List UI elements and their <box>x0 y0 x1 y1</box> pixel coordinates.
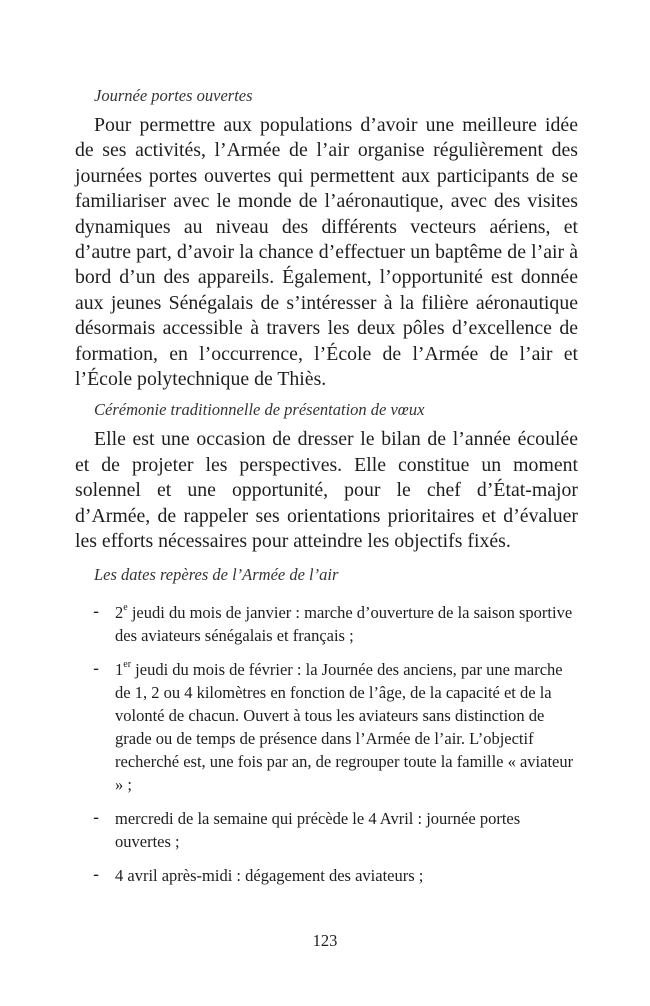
dash-bullet: - <box>93 658 100 679</box>
list-item <box>75 807 578 853</box>
section-heading-wishes-ceremony: Cérémonie traditionnelle de présentation de vœux <box>94 400 425 420</box>
paragraph-open-days: Pour permettre aux populations d’avoir une meilleure idée de ses activités, l’Armée de l’air organise régulièrement des journées portes ouvertes qui permettent aux participants de se familiariser avec le monde de l’aéronautique, avec des visites dynamiques au niveau des différents vecteurs aériens, et d’autre part, d’avoir la chance d’effectuer un baptême de l’air à bord d’un des appareils. Également, l’opportunité est donnée aux jeunes Sénégalais de s’intéresser à la filière aéronautique désormais accessible à travers les deux pôles d’excellence de formation, en l’occurrence, l’École de l’Armée de l’air et l’École polytechnique de Thiès. <box>75 114 578 391</box>
ordinal-number: 2 <box>115 602 124 622</box>
list-item-text: jeudi du mois de février : la Journée des anciens, par une marche de 1, 2 ou 4 kilomètres en fonction de l’âge, de la capacité et de la volonté de chacun. Ouvert à tous les aviateurs sans distinction de grade ou de temps de présence dans l’Armée de l’air. L’objectif recherché est, une fois par an, de regrouper toute la famille « aviateur » ; <box>115 659 574 794</box>
section-heading-open-days: Journée portes ouvertes <box>94 86 253 105</box>
list-item <box>75 658 578 796</box>
dash-bullet: - <box>93 864 100 885</box>
key-dates-list <box>75 601 578 887</box>
list-item <box>75 864 578 887</box>
section-heading-key-dates: Les dates repères de l’Armée de l’air <box>94 564 339 584</box>
dash-bullet: - <box>93 601 100 622</box>
list-item <box>75 601 578 647</box>
list-item-text: mercredi de la semaine qui précède le 4 Avril : journée portes ouvertes ; <box>115 808 521 851</box>
ordinal-suffix: e <box>123 602 128 613</box>
paragraph-wishes-ceremony: Elle est une occasion de dresser le bilan de l’année écoulée et de projeter les perspectives. Elle constitue un moment solennel et une opportunité, pour le chef d’État-major d’Armée, de rappeler ses orientations prioritaires et d’évaluer les efforts nécessaires pour atteindre les objectifs fixés. <box>75 428 578 553</box>
page-content <box>75 84 578 898</box>
ordinal-number: 1 <box>115 659 124 679</box>
list-item-text: jeudi du mois de janvier : marche d’ouverture de la saison sportive des aviateurs sénégalais et français ; <box>115 602 573 645</box>
list-item-text: 4 avril après-midi : dégagement des aviateurs ; <box>115 865 424 885</box>
page-number: 123 <box>312 931 338 950</box>
ordinal-suffix: er <box>123 659 132 670</box>
dash-bullet: - <box>93 807 100 828</box>
